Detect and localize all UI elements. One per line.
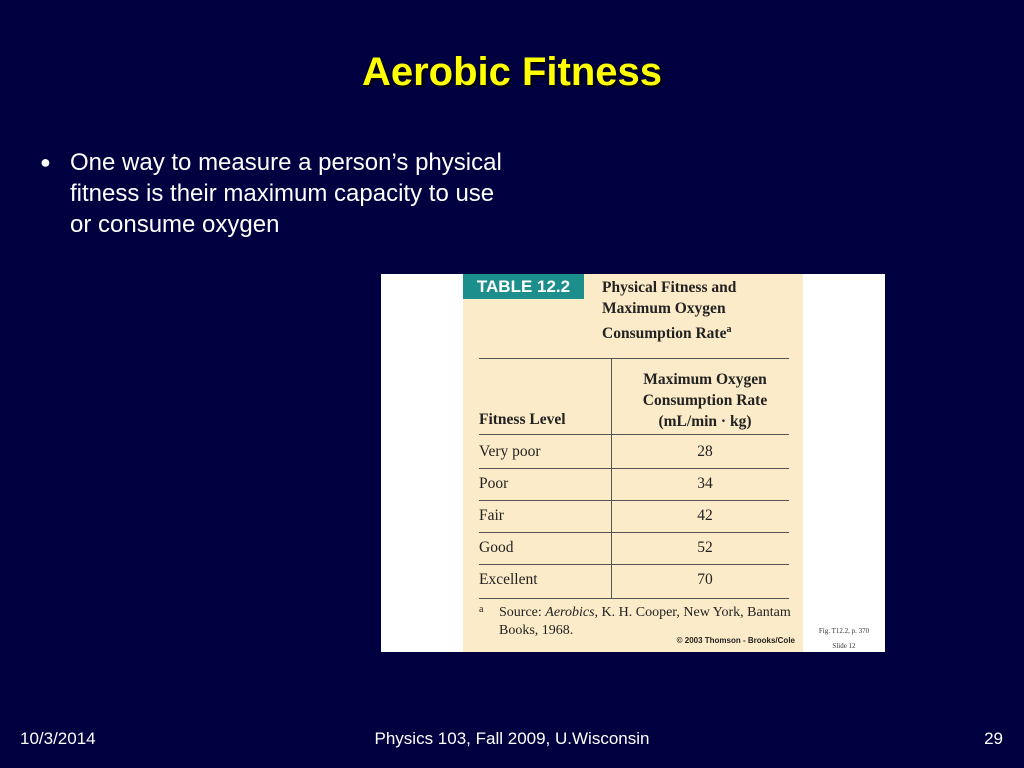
table-rule-top <box>479 358 789 359</box>
table-rule-bottom <box>479 598 789 599</box>
table-rule <box>479 434 789 435</box>
bullet-text: One way to measure a person’s physical fitness is their maximum capacity to use or consume oxygen <box>70 149 502 238</box>
column-header-max-oxygen <box>615 369 795 432</box>
table-row <box>479 500 789 532</box>
footnote-book-title: Aerobics <box>545 605 595 620</box>
footer-course: Physics 103, Fall 2009, U.Wisconsin <box>374 729 650 748</box>
table-row <box>479 468 789 500</box>
table-caption-text: Physical Fitness and Maximum Oxygen Consumption Rate <box>602 279 737 343</box>
figure-panel <box>381 274 885 652</box>
figure-reference-line: Slide 12 <box>832 642 856 650</box>
column-header-fitness-level: Fitness Level <box>479 411 566 428</box>
table-number-tag: TABLE 12.2 <box>463 274 584 299</box>
table-caption <box>602 277 800 344</box>
oxygen-rate-cell: 52 <box>697 539 713 556</box>
oxygen-rate-cell: 34 <box>697 475 713 492</box>
fitness-level-cell: Poor <box>479 475 509 492</box>
column-header-line: Consumption Rate <box>642 392 768 409</box>
footnote-rest: , K. H. Cooper, New York, Bantam Books, 1968. <box>499 605 791 638</box>
footer-date: 10/3/2014 <box>20 729 96 748</box>
figure-reference-line: Fig. T12.2, p. 370 <box>818 627 870 635</box>
copyright-notice: © 2003 Thomson - Brooks/Cole <box>676 636 795 645</box>
table-caption-footnote-mark: a <box>726 324 732 335</box>
fitness-level-cell: Excellent <box>479 571 538 588</box>
figure-reference <box>807 624 881 654</box>
oxygen-rate-cell: 42 <box>697 507 713 524</box>
table-row <box>479 436 789 468</box>
table-row <box>479 564 789 596</box>
oxygen-rate-cell: 70 <box>697 571 713 588</box>
column-header-line: Maximum Oxygen <box>643 371 767 388</box>
table-row <box>479 532 789 564</box>
fitness-level-cell: Good <box>479 539 514 556</box>
slide-title: Aerobic Fitness <box>361 50 663 94</box>
fitness-table <box>463 274 803 652</box>
fitness-level-cell: Fair <box>479 507 504 524</box>
column-header-line: (mL/min · kg) <box>658 413 752 430</box>
footer-page-number: 29 <box>984 729 1003 748</box>
footnote-text <box>499 604 799 640</box>
oxygen-rate-cell: 28 <box>697 443 713 460</box>
footnote-source-label: Source: <box>499 605 546 620</box>
fitness-level-cell: Very poor <box>479 443 541 460</box>
bullet-dot-icon: ● <box>40 152 51 172</box>
footnote-mark: a <box>479 604 484 615</box>
